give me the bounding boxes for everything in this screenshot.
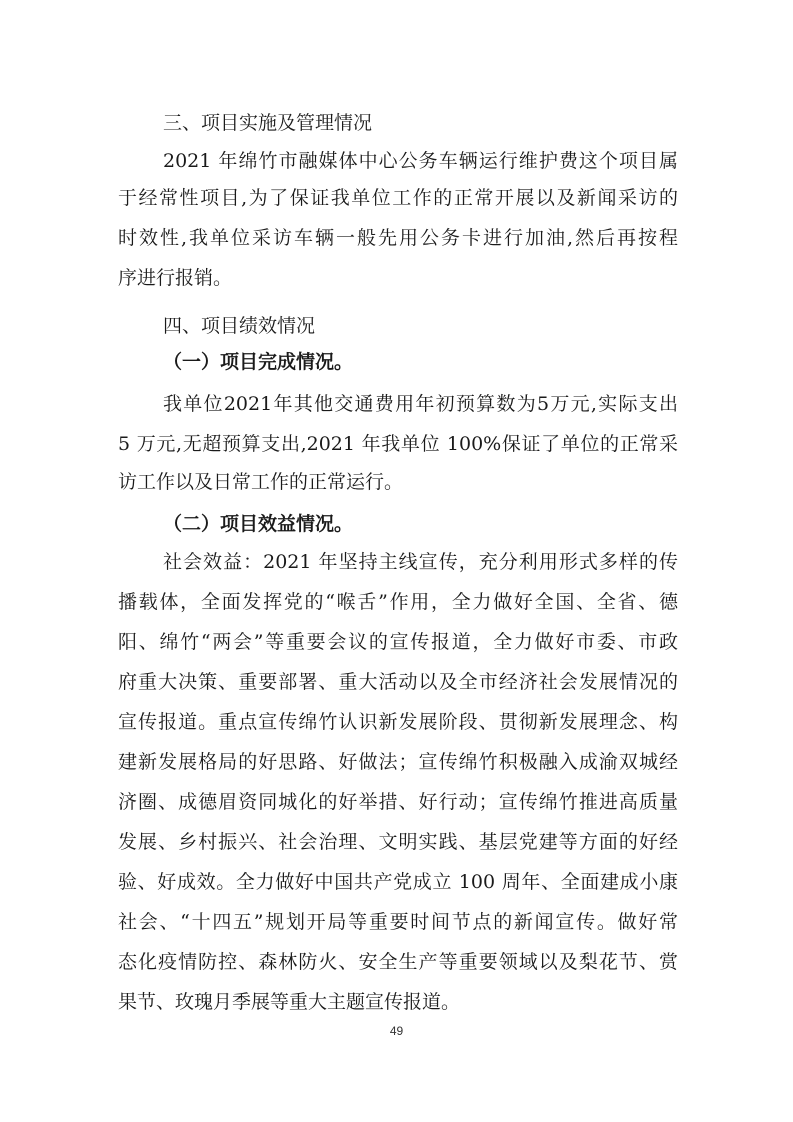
- paragraph-line: 播载体，全面发挥党的“喉舌”作用，全力做好全国、全省、德: [118, 591, 678, 613]
- paragraph-line: 时效性,我单位采访车辆一般先用公务卡进行加油,然后再按程: [118, 227, 678, 249]
- paragraph-line: 宣传报道。重点宣传绵竹认识新发展阶段、贯彻新发展理念、构: [118, 711, 678, 733]
- paragraph-line: 阳、绵竹“两会”等重要会议的宣传报道，全力做好市委、市政: [118, 631, 678, 653]
- subsection-2-heading: （二）项目效益情况。: [163, 513, 354, 535]
- paragraph-line: 于经常性项目,为了保证我单位工作的正常开展以及新闻采访的: [118, 187, 678, 209]
- section-4-heading: 四、项目绩效情况: [163, 315, 316, 337]
- section-3-heading: 三、项目实施及管理情况: [163, 112, 373, 134]
- paragraph-line: 验、好成效。全力做好中国共产党成立 100 周年、全面建成小康: [118, 871, 678, 893]
- paragraph-line: 5 万元,无超预算支出,2021 年我单位 100%保证了单位的正常采: [118, 433, 678, 455]
- paragraph-line: 社会、“十四五”规划开局等重要时间节点的新闻宣传。做好常: [118, 911, 678, 933]
- paragraph-line: 府重大决策、重要部署、重大活动以及全市经济社会发展情况的: [118, 671, 678, 693]
- subsection-1-heading: （一）项目完成情况。: [163, 351, 354, 373]
- paragraph-line: 建新发展格局的好思路、好做法；宣传绵竹积极融入成渝双城经: [118, 751, 678, 773]
- paragraph-line: 我单位2021年其他交通费用年初预算数为5万元,实际支出: [163, 393, 678, 415]
- paragraph-line: 2021 年绵竹市融媒体中心公务车辆运行维护费这个项目属: [163, 150, 678, 172]
- page-number: 49: [389, 1024, 404, 1038]
- paragraph-line: 果节、玫瑰月季展等重大主题宣传报道。: [118, 991, 461, 1013]
- paragraph-line: 发展、乡村振兴、社会治理、文明实践、基层党建等方面的好经: [118, 831, 678, 853]
- paragraph-line: 访工作以及日常工作的正常运行。: [118, 471, 404, 493]
- paragraph-line: 态化疫情防控、森林防火、安全生产等重要领域以及梨花节、赏: [118, 951, 678, 973]
- paragraph-line: 济圈、成德眉资同城化的好举措、好行动；宣传绵竹推进高质量: [118, 791, 678, 813]
- paragraph-line: 社会效益：2021 年坚持主线宣传，充分利用形式多样的传: [163, 551, 678, 573]
- paragraph-line: 序进行报销。: [118, 267, 233, 289]
